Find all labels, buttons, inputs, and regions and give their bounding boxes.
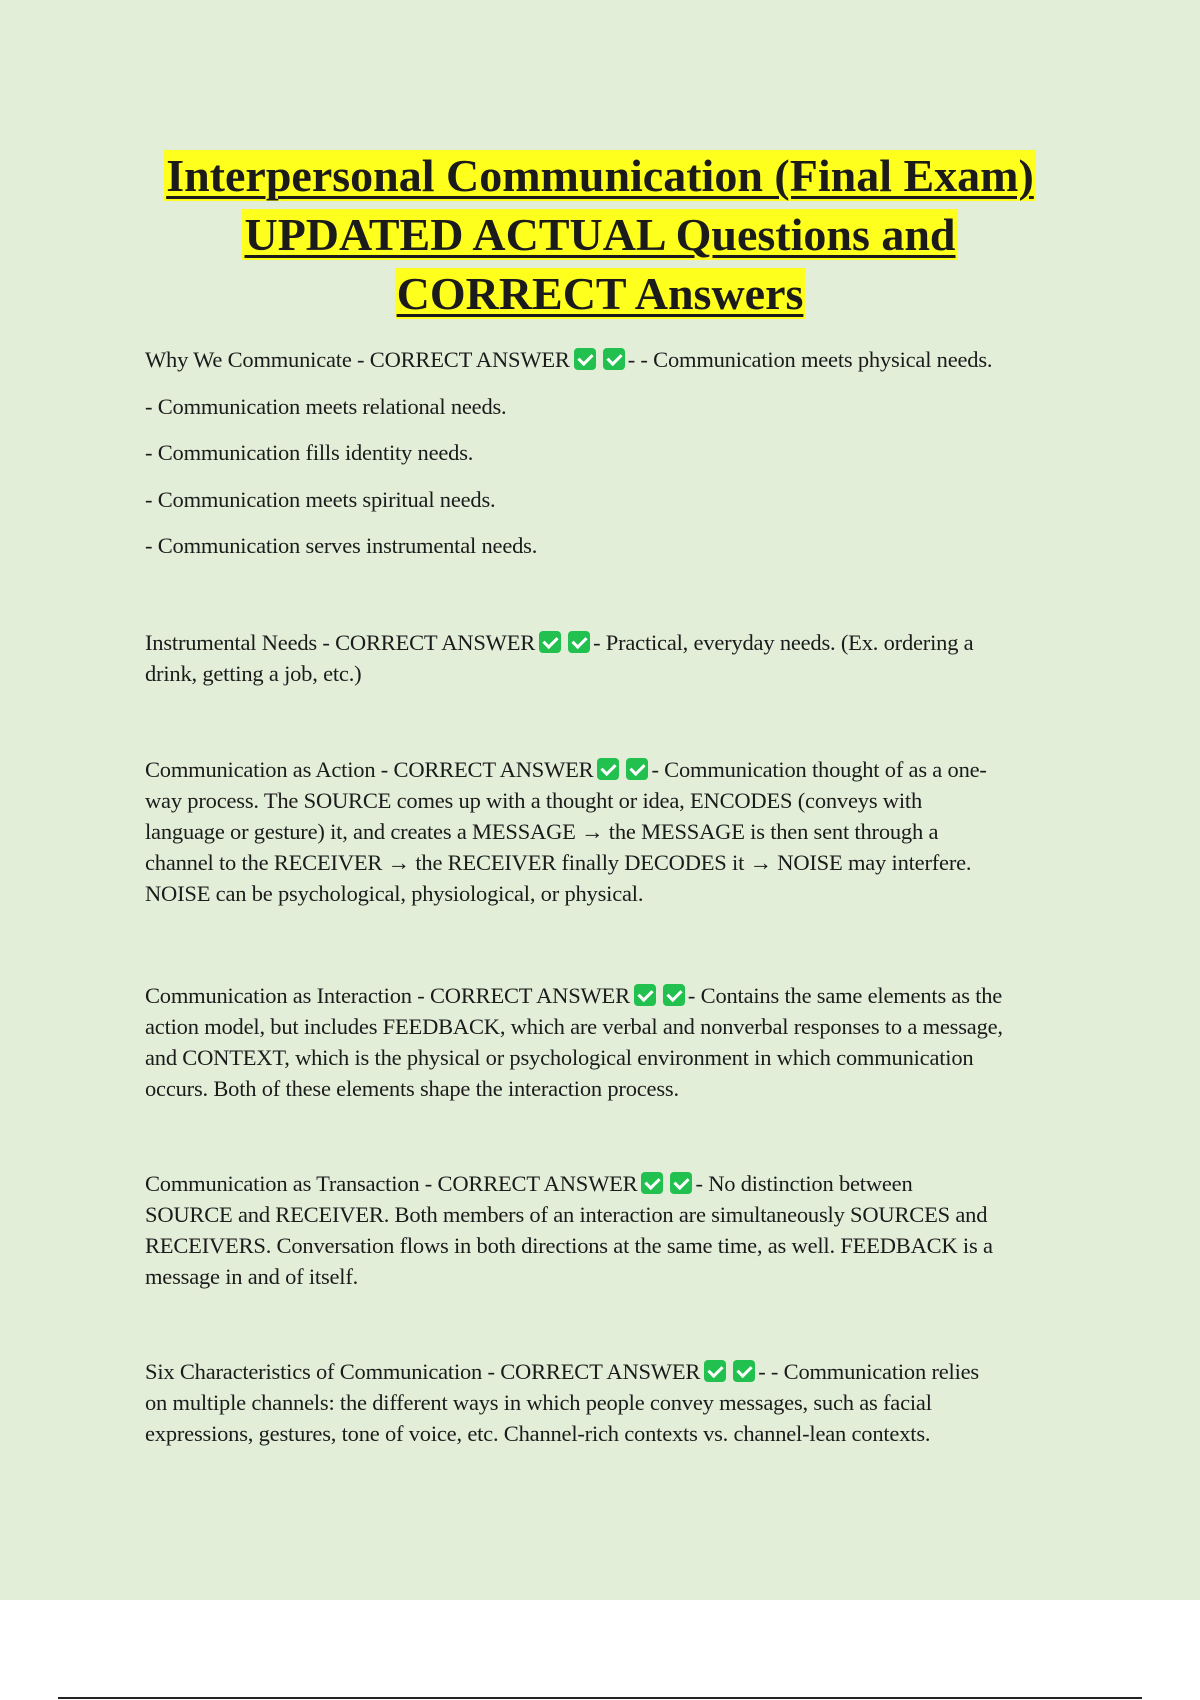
answer-text: NOISE can be psychological, physiological, or physical. [145,881,644,906]
title-line-2: UPDATED ACTUAL Questions and [244,209,956,260]
check-mark-icon [663,984,685,1006]
check-mark-icon [634,984,656,1006]
answer-text: - Contains the same elements as the [687,983,1003,1008]
title-line-1: Interpersonal Communication (Final Exam) [166,150,1034,201]
answer-text: way process. The SOURCE comes up with a thought or idea, ENCODES (conveys with [145,788,922,813]
need-item-identity: - Communication fills identity needs. [145,440,474,465]
answer-text: and CONTEXT, which is the physical or psychological environment in which communication [145,1045,974,1070]
check-mark-icon [568,631,590,653]
question-text: Communication as Transaction - CORRECT ANSWER [145,1171,638,1196]
answer-text: - No distinction between [695,1171,913,1196]
question-text: Six Characteristics of Communication - CORRECT ANSWER [145,1359,701,1384]
title-line-3: CORRECT Answers [396,268,804,319]
check-mark-icon [733,1360,755,1382]
answer-text: - - Communication meets physical needs. [627,347,993,372]
answer-text: expressions, gestures, tone of voice, etc. Channel-rich contexts vs. channel-lean contexts. [145,1421,931,1446]
answer-text: SOURCE and RECEIVER. Both members of an interaction are simultaneously SOURCES and [145,1202,988,1227]
answer-text: channel to the RECEIVER → the RECEIVER finally DECODES it → NOISE may interfere. [145,850,972,875]
answer-text: action model, but includes FEEDBACK, which are verbal and nonverbal responses to a message, [145,1014,1003,1039]
check-mark-icon [670,1172,692,1194]
check-mark-icon [603,348,625,370]
question-text: Communication as Action - CORRECT ANSWER [145,757,594,782]
question-text: Why We Communicate - CORRECT ANSWER [145,347,570,372]
qa-entry-why-we-communicate [145,344,1090,375]
answer-text: occurs. Both of these elements shape the interaction process. [145,1076,679,1101]
check-mark-icon [539,631,561,653]
answer-text: language or gesture) it, and creates a MESSAGE → the MESSAGE is then sent through a [145,819,939,844]
answer-text: on multiple channels: the different ways in which people convey messages, such as facial [145,1390,932,1415]
qa-entry-instrumental-needs [145,627,1090,689]
check-mark-icon [626,758,648,780]
question-text: Communication as Interaction - CORRECT ANSWER [145,983,630,1008]
check-mark-icon [574,348,596,370]
qa-entry-six-characteristics [145,1356,1090,1449]
need-item-spiritual: - Communication meets spiritual needs. [145,487,496,512]
check-mark-icon [641,1172,663,1194]
need-item-instrumental: - Communication serves instrumental needs. [145,533,538,558]
answer-text: drink, getting a job, etc.) [145,661,362,686]
answer-text: - - Communication relies [758,1359,979,1384]
question-text: Instrumental Needs - CORRECT ANSWER [145,630,536,655]
document-title [100,146,1100,323]
check-mark-icon [597,758,619,780]
qa-entry-communication-as-transaction [145,1168,1090,1292]
answer-text: - Communication thought of as a one- [651,757,987,782]
answer-text: RECEIVERS. Conversation flows in both directions at the same time, as well. FEEDBACK is a [145,1233,993,1258]
qa-entry-communication-as-interaction [145,980,1090,1104]
answer-text: message in and of itself. [145,1264,359,1289]
check-mark-icon [704,1360,726,1382]
qa-entry-communication-as-action [145,754,1090,909]
need-item-relational: - Communication meets relational needs. [145,394,507,419]
answer-text: - Practical, everyday needs. (Ex. ordering a [593,630,974,655]
footer-divider [58,1697,1142,1699]
